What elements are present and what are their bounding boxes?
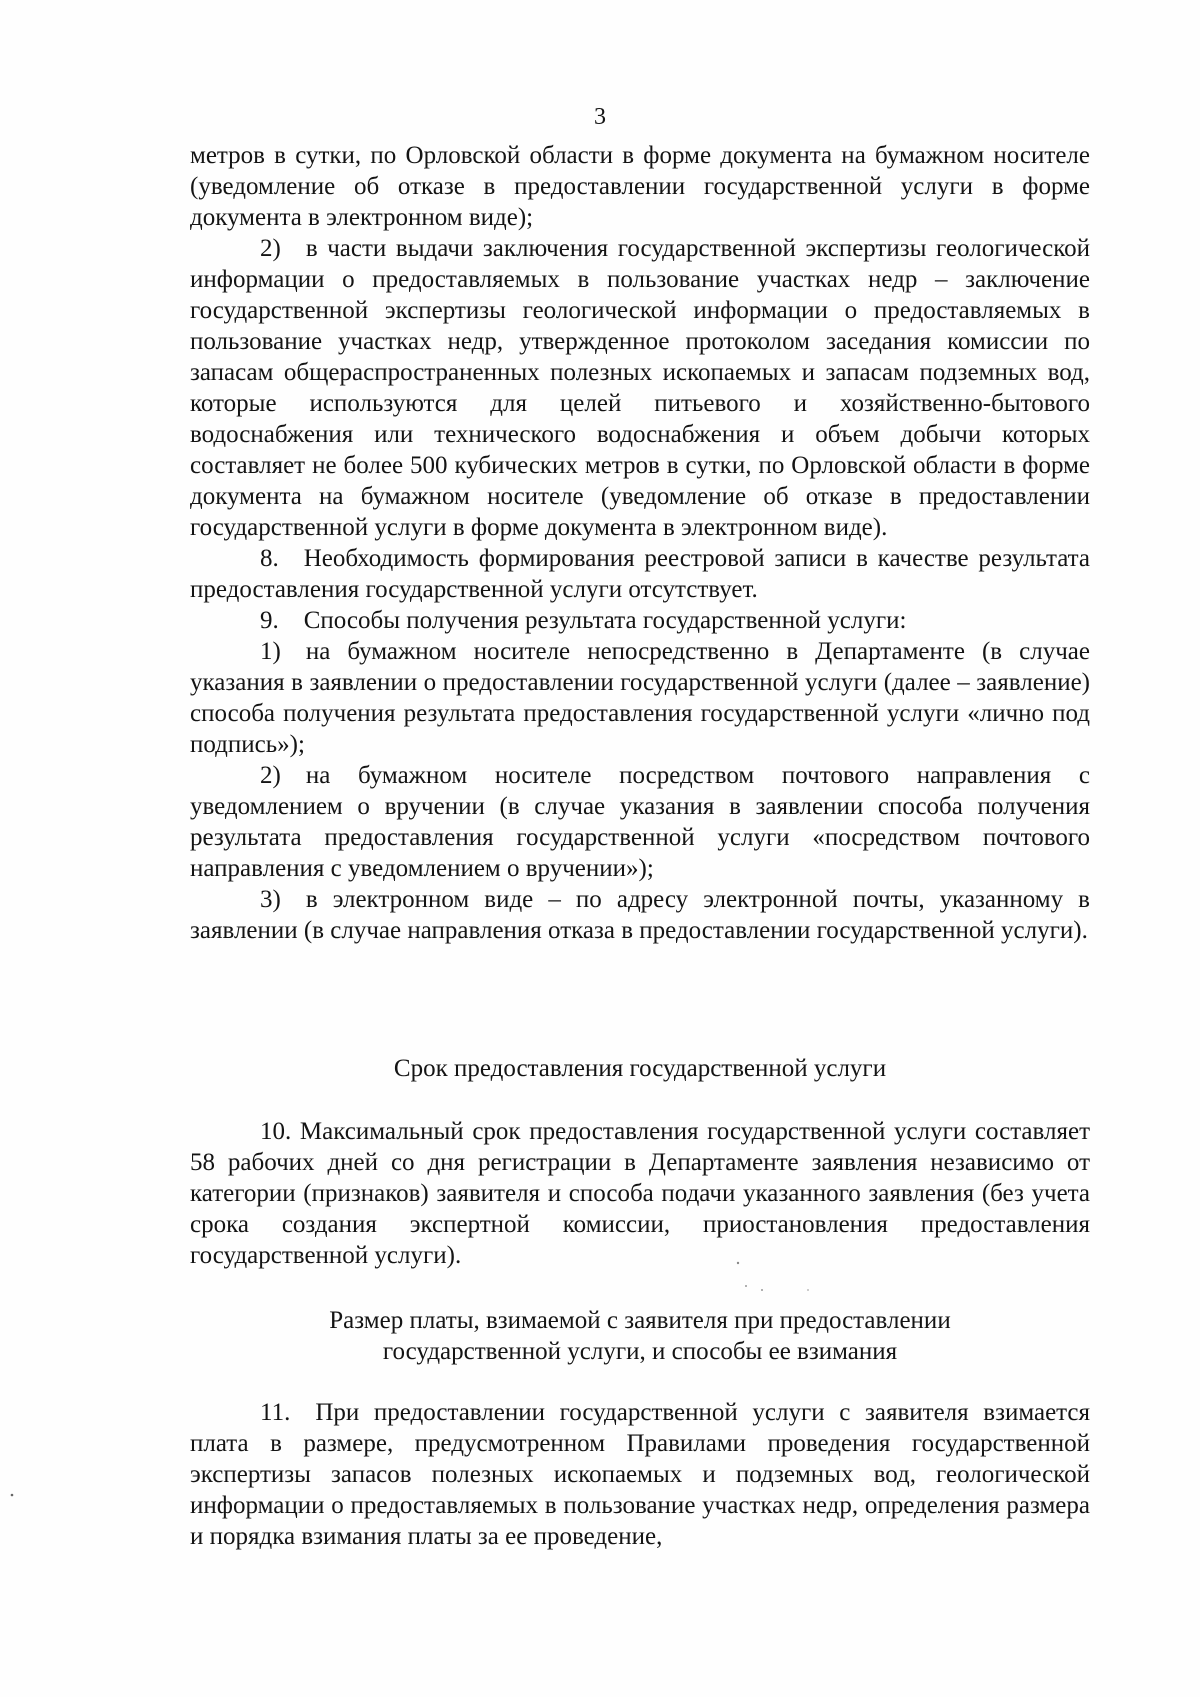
scan-speck (11, 1494, 14, 1497)
body-text-top (190, 140, 1090, 946)
scan-speck (807, 1289, 809, 1291)
scan-speck (745, 1285, 747, 1287)
section-heading-fee-line2: государственной услуги, и способы ее взимания (382, 1338, 898, 1365)
body-text-bottom (190, 1397, 1090, 1552)
scan-speck (761, 1289, 763, 1291)
section-heading-fee-wrap (190, 1305, 1090, 1367)
body-text-middle (190, 1116, 1090, 1271)
section-heading-term: Срок предоставления государственной услуги (393, 1055, 887, 1082)
page-number: 3 (594, 104, 606, 130)
section-heading-term-wrap (190, 1053, 1090, 1084)
paragraph-continuation: метров в сутки, по Орловской области в форме документа на бумажном носителе (уведомление об отказе в предоставлении государственной услуги в форме документа в электронном виде); (190, 142, 1090, 231)
paragraph-9: 9. Способы получения результата государственной услуги: (260, 607, 907, 634)
section-heading-fee-line1: Размер платы, взимаемой с заявителя при предоставлении (329, 1307, 951, 1334)
paragraph-9-item-2: 2) на бумажном носителе посредством почтового направления с уведомлением о вручении (в случае указания в заявлении способа получения результата предоставления государственной услуги «посредством почтового направления с уведомлением о вручении»); (190, 762, 1090, 882)
paragraph-10: 10. Максимальный срок предоставления государственной услуги составляет 58 рабочих дней со дня регистрации в Департаменте заявления независимо от категории (признаков) заявителя и способа подачи указанного заявления (без учета срока создания экспертной комиссии, приостановления предоставления государственной услуги). (190, 1118, 1090, 1269)
paragraph-9-item-1: 1) на бумажном носителе непосредственно в Департаменте (в случае указания в заявлении о предоставлении государственной услуги (далее – заявление) способа получения результата предоставления государственной услуги «лично под подпись»); (190, 638, 1090, 758)
paragraph-9-item-3: 3) в электронном виде – по адресу электронной почты, указанному в заявлении (в случае направления отказа в предоставлении государственной услуги). (190, 886, 1090, 944)
paragraph-8: 8. Необходимость формирования реестровой записи в качестве результата предоставления государственной услуги отсутствует. (190, 545, 1090, 603)
paragraph-11: 11. При предоставлении государственной услуги с заявителя взимается плата в размере, предусмотренном Правилами проведения государственной экспертизы запасов полезных ископаемых и подземных вод, геологической информации о предоставляемых в пользование участках недр, определения размера и порядка взимания платы за ее проведение, (190, 1399, 1090, 1550)
paragraph-item-2: 2) в части выдачи заключения государственной экспертизы геологической информации о предоставляемых в пользование участках недр – заключение государственной экспертизы геологической информации о предоставляемых в пользование участках недр, утвержденное протоколом заседания комиссии по запасам общераспространенных полезных ископаемых и запасам подземных вод, которые используются для целей питьевого и хозяйственно-бытового водоснабжения или технического водоснабжения и объем добычи которых составляет не более 500 кубических метров в сутки, по Орловской области в форме документа на бумажном носителе (уведомление об отказе в предоставлении государственной услуги в форме документа в электронном виде). (190, 235, 1090, 541)
